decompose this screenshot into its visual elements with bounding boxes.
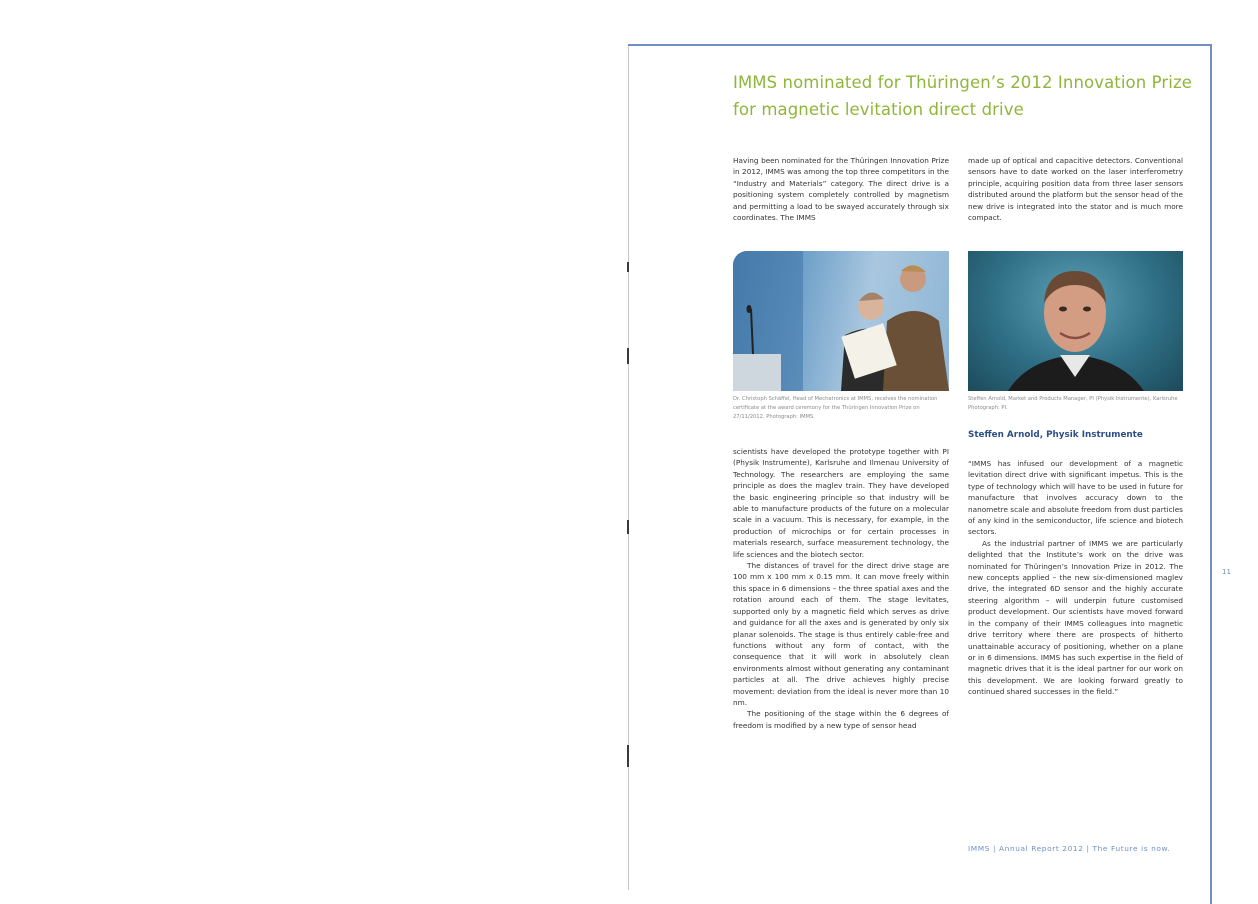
article-title: IMMS nominated for Thüringen’s 2012 Innovation Prize for magnetic levitation direct drive [733,73,1192,119]
quote-subheading: Steffen Arnold, Physik Instrumente [968,430,1143,440]
intro-column-right [968,155,1183,223]
body-column-right [968,458,1183,698]
running-footer: IMMS | Annual Report 2012 | The Future is now. [968,844,1171,853]
page-number: 11 [1222,568,1231,576]
body-left-paragraph: scientists have developed the prototype together with PI (Physik Instrumente), Karlsruhe and Ilmenau University of Technology. The researchers are employing the same principle as does the maglev train. They have developed the basic engineering principle so that industry will be able to manufacture products of the future on a molecular scale in a vacuum. This is necessary, for example, in the production of microchips or for certain processes in materials research, surface measurement technology, the life sciences and the biotech sector. [733,447,949,559]
quote-paragraph: “IMMS has infused our development of a magnetic levitation direct drive with significant impetus. This is the type of technology which will have to be used in future for manufacture that involves accuracy down to the nanometre scale and absolute freedom from dust particles of any kind in the semiconductor, life science and biotech sectors. [968,459,1183,537]
intro-left-paragraph: Having been nominated for the Thüringen Innovation Prize in 2012, IMMS was among the top three competitors in the “Industry and Materials” category. The direct drive is a positioning system completely controlled by magnetism and permitting a load to be swayed accurately through six coordinates. The IMMS [733,156,949,223]
body-left-paragraph: The positioning of the stage within the 6 degrees of freedom is modified by a new type of sensor head [733,709,949,730]
intro-column-left [733,155,949,223]
portrait-photo-caption: Steffen Arnold, Market and Products Manager, PI (Physik Instrumente), Karlsruhe Photograph: PI. [968,396,1178,412]
portrait-photo [968,251,1183,391]
intro-right-paragraph: made up of optical and capacitive detectors. Conventional sensors have to date worked on the laser interferometry principle, acquiring position data from three laser sensors distributed around the platform but the sensor head of the new drive is integrated into the stator and is much more compact. [968,156,1183,223]
body-column-left [733,446,949,731]
portrait-illustration [968,251,1183,391]
quote-paragraph: As the industrial partner of IMMS we are particularly delighted that the Institute’s work on the drive was nominated for Thüringen’s Innovation Prize in 2012. The new concepts applied – the new six-dimensioned maglev drive, the integrated 6D sensor and the highly accurate steering algorithm – will underpin future customised product development. Our scientists have moved forward in the company of their IMMS colleagues into magnetic drive territory where there are prospects of hitherto unattainable accuracy of positioning, whether on a plane or in 6 dimensions. IMMS has such expertise in the field of magnetic drives that it is the ideal partner for our work on this development. We are looking forward greatly to continued shared successes in the field.” [968,538,1183,697]
award-ceremony-photo [733,251,949,391]
body-left-paragraph: The distances of travel for the direct drive stage are 100 mm x 100 mm x 0.15 mm. It can move freely within this space in 6 dimensions – the three spatial axes and the rotation around each of them. The stage levitates, supported only by a magnetic field which serves as drive and guidance for all the axes and is generated by only six planar solenoids. The stage is thus entirely cable-free and functions without any form of contact, with the consequence that it will work in absolutely clean environments almost without generating any contaminant particles at all. The drive achieves highly precise movement: deviation from the ideal is never more than 10 nm. [733,561,949,707]
award-ceremony-illustration [733,251,949,391]
award-photo-caption: Dr. Christoph Schäffel, Head of Mechatronics at IMMS, receives the nomination certificate at the award ceremony for the Thüringen Innovation Prize on 27/11/2012. Photograph: IMMS. [733,396,938,421]
